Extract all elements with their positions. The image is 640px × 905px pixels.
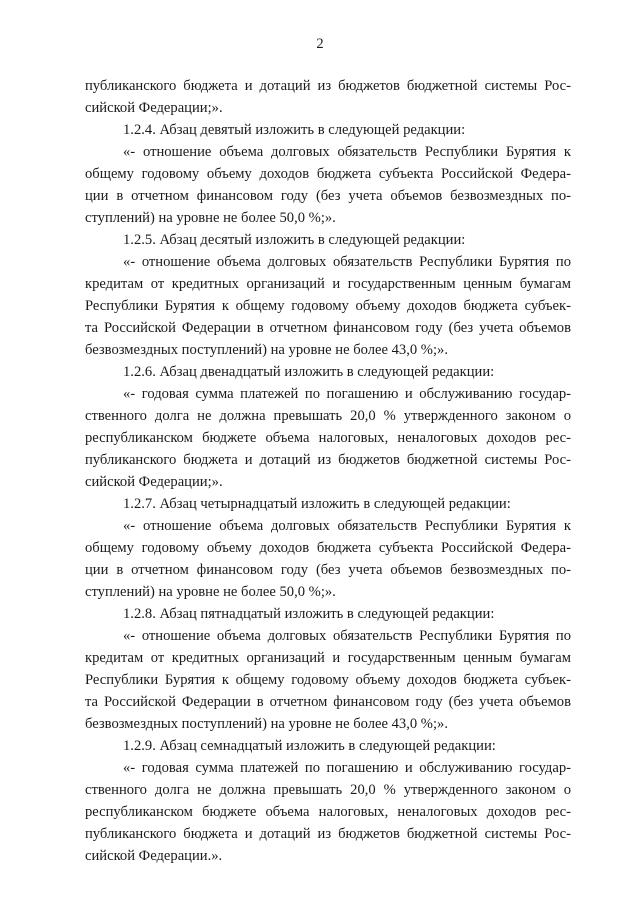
text-line: республиканском бюджете объема налоговых, неналоговых доходов рес- (85, 804, 571, 820)
text-line: 1.2.8. Абзац пятнадцатый изложить в следующей редакции: (123, 606, 495, 622)
text-line: 1.2.6. Абзац двенадцатый изложить в следующей редакции: (123, 364, 495, 380)
text-line: кредитам от кредитных организаций и государственным ценным бумагам (85, 276, 571, 292)
text-line: «- годовая сумма платежей по погашению и обслуживанию государ- (123, 760, 571, 776)
text-line: «- отношение объема долговых обязательств Республики Бурятия к (123, 144, 571, 160)
text-line: ции в отчетном финансовом году (без учета объемов безвозмездных по- (85, 188, 571, 204)
text-line: публиканского бюджета и дотаций из бюджетов бюджетной системы Рос- (85, 826, 571, 842)
text-line: 1.2.7. Абзац четырнадцатый изложить в следующей редакции: (123, 496, 511, 512)
text-line: республиканском бюджете объема налоговых, неналоговых доходов рес- (85, 430, 571, 446)
text-line: публиканского бюджета и дотаций из бюджетов бюджетной системы Рос- (85, 452, 571, 468)
text-line: безвозмездных поступлений) на уровне не более 43,0 %;». (85, 342, 448, 358)
text-line: общему годовому объему доходов бюджета субъекта Российской Федера- (85, 540, 571, 556)
text-line: сийской Федерации.». (85, 848, 223, 864)
text-line: ступлений) на уровне не более 50,0 %;». (85, 210, 336, 226)
text-line: ственного долга не должна превышать 20,0 % утвержденного законом о (85, 408, 571, 424)
page-number: 2 (316, 36, 324, 52)
text-line: та Российской Федерации в отчетном финансовом году (без учета объемов (85, 694, 571, 710)
text-line: «- отношение объема долговых обязательств Республики Бурятия по (123, 628, 571, 644)
text-line: «- отношение объема долговых обязательств Республики Бурятия к (123, 518, 571, 534)
text-line: Республики Бурятия к общему годовому объему доходов бюджета субъек- (85, 298, 571, 314)
text-line: Республики Бурятия к общему годовому объему доходов бюджета субъек- (85, 672, 571, 688)
text-line: 1.2.5. Абзац десятый изложить в следующей редакции: (123, 232, 466, 248)
text-line: ступлений) на уровне не более 50,0 %;». (85, 584, 336, 600)
text-line: ции в отчетном финансовом году (без учета объемов безвозмездных по- (85, 562, 571, 578)
text-line: сийской Федерации;». (85, 100, 223, 116)
text-line: «- годовая сумма платежей по погашению и обслуживанию государ- (123, 386, 571, 402)
text-line: кредитам от кредитных организаций и государственным ценным бумагам (85, 650, 571, 666)
text-line: 1.2.9. Абзац семнадцатый изложить в следующей редакции: (123, 738, 496, 754)
text-line: ственного долга не должна превышать 20,0 % утвержденного законом о (85, 782, 571, 798)
text-line: сийской Федерации;». (85, 474, 223, 490)
document-body (85, 75, 571, 867)
text-line: общему годовому объему доходов бюджета субъекта Российской Федера- (85, 166, 571, 182)
text-line: публиканского бюджета и дотаций из бюджетов бюджетной системы Рос- (85, 78, 571, 94)
text-line: безвозмездных поступлений) на уровне не более 43,0 %;». (85, 716, 448, 732)
text-line: 1.2.4. Абзац девятый изложить в следующей редакции: (123, 122, 466, 138)
text-line: та Российской Федерации в отчетном финансовом году (без учета объемов (85, 320, 571, 336)
text-line: «- отношение объема долговых обязательств Республики Бурятия по (123, 254, 571, 270)
